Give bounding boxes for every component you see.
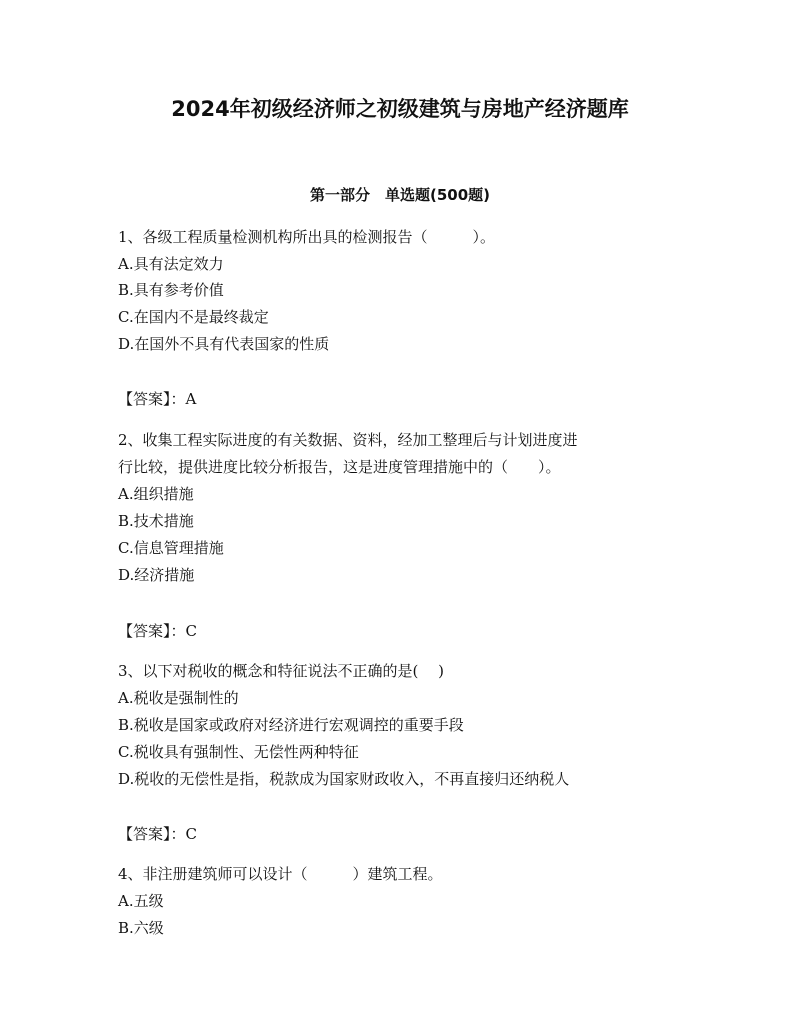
question-3-answer (118, 822, 197, 846)
question-2-stem-line-2: 行比较，提供进度比较分析报告，这是进度管理措施中的（ ）。 (118, 458, 561, 476)
question-3-option-c: C.税收具有强制性、无偿性两种特征 (118, 743, 359, 761)
question-2-option-c: C.信息管理措施 (118, 539, 224, 557)
question-2-answer (118, 619, 197, 643)
question-1-option-a: A.具有法定效力 (118, 255, 224, 273)
answer-label: 【答案】： (118, 825, 186, 843)
document-title: 2024年初级经济师之初级建筑与房地产经济题库 (171, 97, 629, 121)
question-4-option-a: A.五级 (118, 892, 164, 910)
question-2-stem-line-1: 2、收集工程实际进度的有关数据、资料，经加工整理后与计划进度进 (118, 431, 578, 449)
question-2-option-b: B.技术措施 (118, 512, 194, 530)
question-3-stem: 3、以下对税收的概念和特征说法不正确的是( ) (118, 662, 445, 680)
question-1-option-b: B.具有参考价值 (118, 281, 224, 299)
question-3-option-d: D.税收的无偿性是指，税款成为国家财政收入，不再直接归还纳税人 (118, 770, 570, 788)
answer-value: C (185, 825, 197, 843)
section-title: 第一部分 单选题(500题) (309, 186, 491, 204)
question-3-option-b: B.税收是国家或政府对经济进行宏观调控的重要手段 (118, 716, 464, 734)
question-2-option-a: A.组织措施 (118, 485, 194, 503)
question-1-option-c: C.在国内不是最终裁定 (118, 308, 269, 326)
question-3-option-a: A.税收是强制性的 (118, 689, 239, 707)
answer-label: 【答案】： (118, 622, 186, 640)
question-1-answer (118, 387, 196, 411)
answer-value: A (185, 390, 197, 408)
question-1-option-d: D.在国外不具有代表国家的性质 (118, 335, 330, 353)
answer-label: 【答案】： (118, 390, 186, 408)
answer-value: C (185, 622, 197, 640)
question-1-stem: 1、各级工程质量检测机构所出具的检测报告（ ）。 (118, 228, 496, 246)
question-4-option-b: B.六级 (118, 919, 164, 937)
question-4-stem: 4、非注册建筑师可以设计（ ）建筑工程。 (118, 865, 443, 883)
question-2-option-d: D.经济措施 (118, 566, 195, 584)
